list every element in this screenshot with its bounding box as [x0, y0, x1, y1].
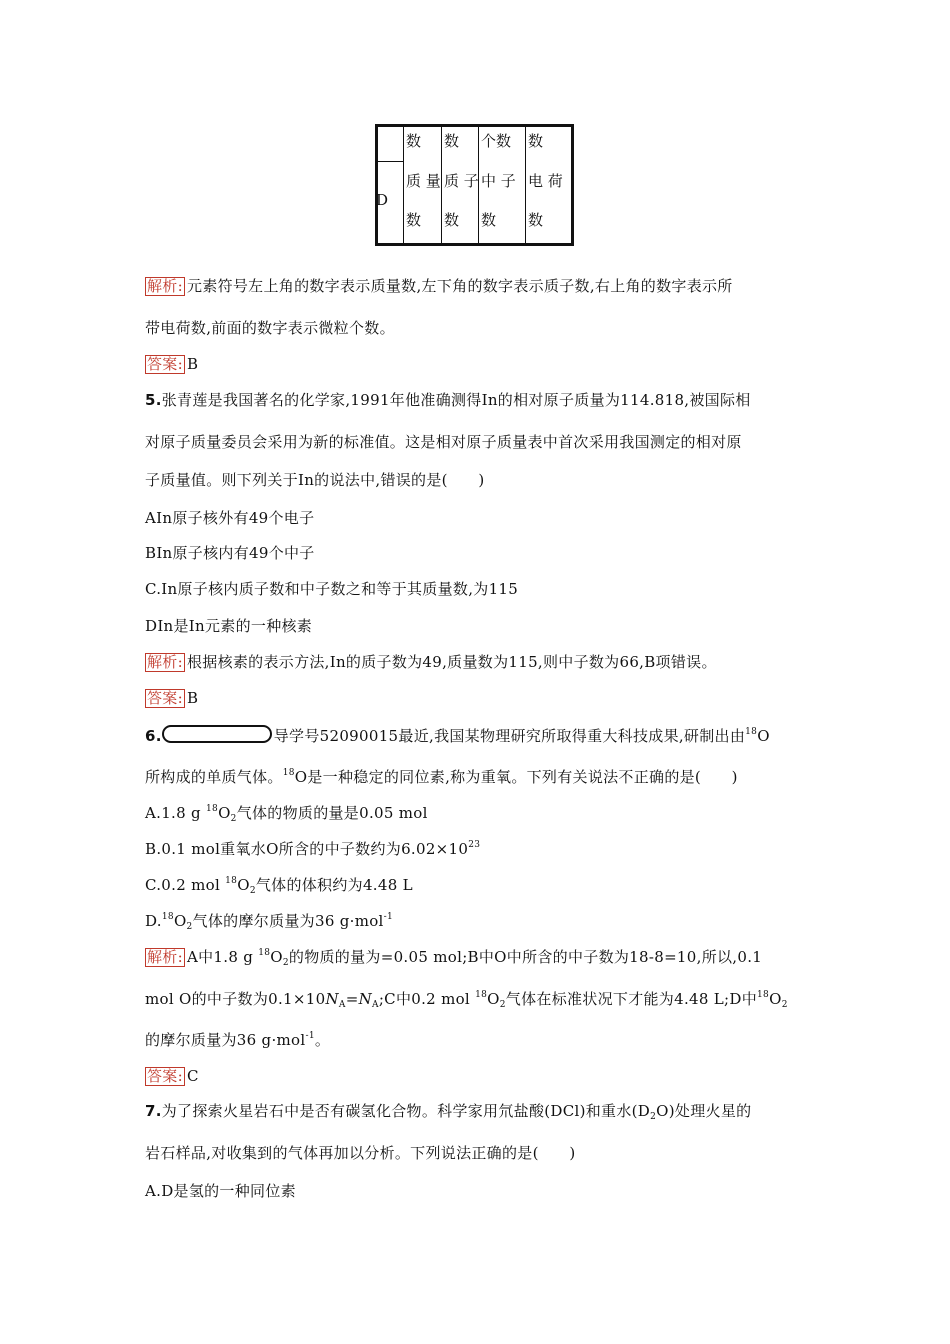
table-divider — [378, 161, 404, 162]
analysis-text: 气体在标准状况下才能为4.48 L;D中 — [505, 990, 758, 1008]
element-symbol: O — [757, 727, 770, 745]
q6-option-a — [145, 803, 428, 823]
q5-option-d: DIn是In元素的一种核素 — [145, 617, 313, 635]
subscript: 2 — [499, 1000, 506, 1010]
option-text: 气体的物质的量是0.05 mol — [236, 804, 428, 822]
subscript: 2 — [249, 886, 256, 896]
q6-analysis-line2 — [145, 989, 788, 1009]
element-symbol: O — [218, 804, 231, 822]
question-text: O是一种稳定的同位素,称为重氧。下列有关说法不正确的是( ) — [294, 768, 738, 786]
subscript: 2 — [186, 922, 193, 932]
question-number: 5. — [145, 391, 162, 409]
q4-analysis-line1 — [145, 276, 733, 296]
analysis-text: mol O的中子数为0.1×10 — [145, 990, 326, 1008]
analysis-text: 的物质的量为=0.05 mol;B中O中所含的中子数为18-8=10,所以,0.1 — [288, 948, 763, 966]
question-text: 为了探索火星岩石中是否有碳氢化合物。科学家用氘盐酸(DCl)和重水(D — [161, 1102, 651, 1120]
q7-option-a: A.D是氢的一种同位素 — [145, 1182, 296, 1200]
element-symbol: O — [487, 990, 500, 1008]
q6-analysis-line1 — [145, 947, 762, 967]
table-divider — [403, 127, 404, 243]
question-text: 所构成的单质气体。 — [145, 768, 283, 786]
answer-tag: 答案: — [147, 689, 183, 707]
analysis-tag: 解析: — [147, 653, 183, 671]
q5-option-b: BIn原子核内有49个中子 — [145, 544, 315, 562]
q6-option-b — [145, 839, 480, 859]
table-cell: 质 量 — [406, 172, 441, 190]
option-text: D. — [145, 912, 162, 930]
option-text: B.0.1 mol重氧水O所含的中子数约为6.02×10 — [145, 840, 469, 858]
subscript: 2 — [781, 1000, 788, 1010]
subscript: 2 — [650, 1112, 657, 1122]
nuclide-table — [375, 124, 574, 246]
mass-number: 18 — [757, 990, 770, 1000]
q4-analysis-line2: 带电荷数,前面的数字表示微粒个数。 — [145, 319, 395, 337]
q5-option-a: AIn原子核外有49个电子 — [145, 509, 315, 527]
question-number: 7. — [145, 1102, 162, 1120]
table-cell: 数 — [528, 211, 544, 229]
table-cell: 中 子 — [481, 172, 516, 190]
avogadro-symbol: N — [325, 990, 339, 1008]
answer-value: B — [186, 689, 199, 707]
element-symbol: O — [237, 876, 250, 894]
mass-number: 18 — [161, 912, 174, 922]
analysis-text: 元素符号左上角的数字表示质量数,左下角的数字表示质子数,右上角的数字表示所 — [186, 277, 733, 295]
answer-tag: 答案: — [147, 355, 183, 373]
subscript: A — [338, 1000, 346, 1010]
q4-answer — [145, 354, 198, 374]
element-symbol: O — [270, 948, 283, 966]
q5-option-c: C.In原子核内质子数和中子数之和等于其质量数,为115 — [145, 580, 519, 598]
mass-number: 18 — [745, 727, 758, 737]
q7-stem-line1 — [145, 1101, 751, 1121]
table-cell: 数 — [481, 211, 497, 229]
analysis-text: A中1.8 g — [186, 948, 259, 966]
analysis-tag: 解析: — [147, 277, 183, 295]
mass-number: 18 — [475, 990, 488, 1000]
q5-stem-line1 — [145, 390, 751, 410]
q6-answer — [145, 1066, 199, 1086]
table-cell: 数 — [406, 132, 422, 150]
element-symbol: O — [769, 990, 782, 1008]
q5-stem-line3: 子质量值。则下列关于In的说法中,错误的是( ) — [145, 471, 485, 489]
q6-stem-line2 — [145, 767, 738, 787]
answer-value: B — [186, 355, 199, 373]
table-cell: 数 — [406, 211, 422, 229]
table-cell: 电 荷 — [528, 172, 563, 190]
subscript: A — [372, 1000, 379, 1010]
mass-number: 18 — [258, 948, 271, 958]
analysis-tag: 解析: — [147, 948, 183, 966]
exponent: -1 — [305, 1031, 315, 1041]
table-cell: 个数 — [481, 132, 512, 150]
table-cell: 数 — [444, 132, 460, 150]
option-text: A.1.8 g — [145, 804, 206, 822]
subscript: 2 — [230, 814, 237, 824]
question-text: 张青莲是我国著名的化学家,1991年他准确测得In的相对原子质量为114.818,被国际相 — [161, 391, 751, 409]
option-text: 气体的体积约为4.48 L — [255, 876, 413, 894]
q6-option-d — [145, 911, 393, 931]
table-label-d: D — [376, 191, 389, 209]
q5-answer — [145, 688, 198, 708]
question-number: 6. — [145, 727, 162, 745]
table-cell: 数 — [528, 132, 544, 150]
q6-stem-line1 — [145, 725, 770, 746]
q5-analysis — [145, 652, 717, 672]
table-divider — [525, 127, 526, 243]
analysis-text: 根据核素的表示方法,In的质子数为49,质量数为115,则中子数为66,B项错误。 — [186, 653, 717, 671]
table-cell: 数 — [444, 211, 460, 229]
option-text: 气体的摩尔质量为36 g·mol — [192, 912, 384, 930]
element-symbol: O — [173, 912, 187, 930]
exponent: -1 — [383, 912, 394, 922]
table-cell: 质 子 — [444, 172, 479, 190]
guide-number-badge — [162, 725, 272, 743]
analysis-text: ;C中0.2 mol — [378, 990, 476, 1008]
answer-value: C — [186, 1067, 199, 1085]
subscript: 2 — [282, 958, 289, 968]
mass-number: 18 — [282, 768, 295, 778]
question-text: O)处理火星的 — [656, 1102, 752, 1120]
q5-stem-line2: 对原子质量委员会采用为新的标准值。这是相对原子质量表中首次采用我国测定的相对原 — [145, 433, 742, 451]
table-divider — [441, 127, 442, 243]
mass-number: 18 — [225, 876, 238, 886]
question-text: 导学号52090015最近,我国某物理研究所取得重大科技成果,研制出由 — [273, 727, 746, 745]
analysis-text: 的摩尔质量为36 g·mol — [145, 1031, 306, 1049]
option-text: C.0.2 mol — [145, 876, 226, 894]
avogadro-symbol: N — [358, 990, 372, 1008]
analysis-text: = — [345, 990, 359, 1008]
analysis-text: 。 — [314, 1031, 331, 1049]
exponent: 23 — [468, 840, 481, 850]
q7-stem-line2: 岩石样品,对收集到的气体再加以分析。下列说法正确的是( ) — [145, 1144, 576, 1162]
q6-option-c — [145, 875, 413, 895]
q6-analysis-line3 — [145, 1030, 330, 1050]
answer-tag: 答案: — [147, 1067, 183, 1085]
mass-number: 18 — [206, 804, 219, 814]
